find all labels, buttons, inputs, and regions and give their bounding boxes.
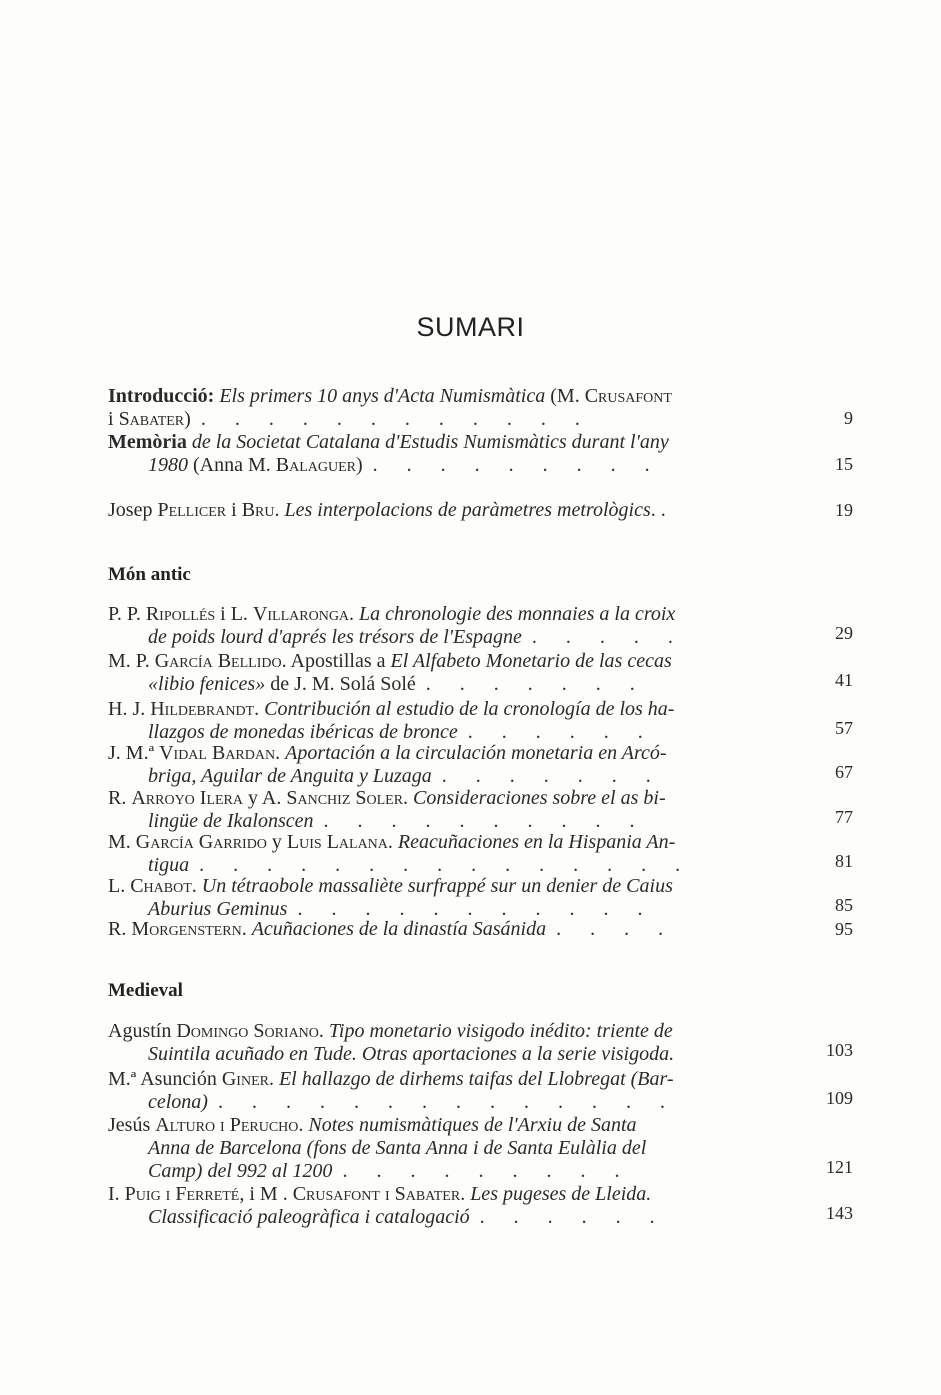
entry-title: Acuñaciones de la dinastía Sasánida <box>251 918 547 940</box>
page-title: SUMARI <box>416 312 525 342</box>
entry-text: i <box>108 408 119 430</box>
entry-text: . <box>349 603 360 625</box>
entry-title: Els primers 10 anys d'Acta Numismàtica <box>214 385 546 407</box>
entry-author: Pellicer <box>157 499 227 521</box>
entry-author: Sanchiz Soler <box>286 787 404 809</box>
entry-title: «libio fenices» <box>148 673 266 695</box>
entry-author: Alturo i Perucho <box>155 1114 299 1136</box>
entry-text: H. J. <box>108 698 151 720</box>
entry-title: Les pugeses de Lleida. <box>470 1183 652 1205</box>
entry-author: Balaguer <box>275 454 356 476</box>
entry-text: y <box>266 831 287 853</box>
page-number: 109 <box>826 1088 853 1108</box>
page-number: 121 <box>826 1157 853 1177</box>
entry-author: Domingo Soriano <box>176 1020 319 1042</box>
entry-author: Villaronga <box>252 603 350 625</box>
entry-text: (Anna M. <box>188 454 276 476</box>
leader-dots: . . . . <box>556 918 676 940</box>
toc-entry-pellicer[interactable] <box>108 499 853 522</box>
leader-dots: . . . . . . . . . . . . . . . <box>199 854 693 876</box>
entry-title: Camp) del 992 al 1200 <box>148 1160 333 1182</box>
entry-title: Un tétraobole massaliète surfrappé sur un denier de Caius <box>201 875 673 897</box>
entry-title: Les interpolacions de paràmetres metrològics <box>284 499 651 521</box>
entry-author: Morgenstern <box>131 918 242 940</box>
entry-title: 1980 <box>148 454 188 476</box>
entry-title: El hallazgo de dirhems taifas del Llobregat (Bar- <box>278 1068 674 1090</box>
entry-text: . <box>268 1068 279 1090</box>
toc-entry[interactable] <box>108 1114 853 1183</box>
entry-title: El Alfabeto Monetario de las cecas <box>390 650 672 672</box>
toc-entry[interactable] <box>108 650 853 696</box>
entry-text: M. <box>108 831 136 853</box>
entry-text: . Apostillas a <box>281 650 391 672</box>
page-number: 85 <box>835 895 853 915</box>
toc-entry[interactable] <box>108 831 853 877</box>
toc-entry[interactable] <box>108 787 853 833</box>
entry-author: Puig i Ferreté <box>124 1183 240 1205</box>
entry-title: La chronologie des monnaies a la croix <box>359 603 676 625</box>
entry-title: Aportación a la circulación monetaria en Arcó- <box>285 742 667 764</box>
entry-text: J. M.ª <box>108 742 160 764</box>
entry-text: . <box>298 1114 309 1136</box>
entry-title: llazgos de monedas ibéricas de bronce <box>148 721 458 743</box>
entry-title: Suintila acuñado en Tude. Otras aportaciones a la serie visigoda. <box>148 1043 675 1065</box>
entry-text: . <box>241 918 252 940</box>
entry-author: Chabot <box>130 875 192 897</box>
leader-dots: . . <box>650 499 666 521</box>
entry-title: celona) <box>148 1091 208 1113</box>
entry-author: Hildebrandt <box>150 698 255 720</box>
entry-title: de la Societat Catalana d'Estudis Numismàtics durant l'any <box>186 431 669 453</box>
entry-text: . <box>403 787 414 809</box>
leader-dots: . . . . . . . <box>441 765 663 787</box>
page-number: 143 <box>826 1203 853 1223</box>
entry-text: de J. M. Solá Solé <box>265 673 416 695</box>
entry-title: de poids lourd d'aprés les trésors de l'Espagne <box>148 626 522 648</box>
entry-text: . <box>254 698 265 720</box>
entry-text: L. <box>108 875 131 897</box>
toc-entry[interactable] <box>108 1068 853 1114</box>
entry-title: Reacuñaciones en la Hispania An- <box>397 831 676 853</box>
entry-author: García <box>154 650 213 672</box>
leader-dots: . . . . . . <box>467 721 655 743</box>
leader-dots: . . . . . . . <box>425 673 647 695</box>
toc-entry[interactable] <box>108 603 853 649</box>
toc-entry[interactable] <box>108 698 853 744</box>
entry-text: . <box>191 875 202 897</box>
section-heading-medieval: Medieval <box>108 980 183 1001</box>
entry-title: Consideraciones sobre el as bi- <box>413 787 666 809</box>
toc-entry[interactable] <box>108 742 853 788</box>
leader-dots: . . . . . . <box>479 1206 667 1228</box>
entry-text: (M. <box>545 385 585 407</box>
entry-title: lingüe de Ikalonscen <box>148 810 314 832</box>
toc-entry[interactable] <box>108 875 853 921</box>
entry-author: Bardan <box>211 742 276 764</box>
entry-title: Tipo monetario visigodo inédito: triente de <box>328 1020 673 1042</box>
entry-author: Vidal <box>159 742 207 764</box>
entry-text: R. <box>108 787 132 809</box>
entry-title: Anna de Barcelona (fons de Santa Anna i de Santa Eulàlia del <box>148 1137 647 1159</box>
entry-title: tigua <box>148 854 190 876</box>
page-number: 57 <box>835 718 853 738</box>
entry-text: ) <box>184 408 191 430</box>
page-number: 41 <box>835 670 853 690</box>
entry-text: Josep <box>108 499 158 521</box>
entry-author: Bellido <box>217 650 282 672</box>
entry-label: Memòria <box>108 431 187 453</box>
page-number: 77 <box>835 807 853 827</box>
entry-text: M.ª Asunción <box>108 1068 222 1090</box>
entry-text: P. P. <box>108 603 146 625</box>
leader-dots: . . . . . <box>531 626 685 648</box>
entry-text: i L. <box>215 603 253 625</box>
entry-text: ) <box>356 454 363 476</box>
page-number: 15 <box>835 454 853 474</box>
entry-text: i <box>226 499 242 521</box>
entry-text: Agustín <box>108 1020 177 1042</box>
leader-dots: . . . . . . . . . . . . <box>200 408 592 430</box>
entry-text: , i M . <box>239 1183 293 1205</box>
page-number: 81 <box>835 851 853 871</box>
entry-text: I. <box>108 1183 125 1205</box>
entry-author: Luis Lalana <box>286 831 388 853</box>
page-number: 19 <box>835 500 853 520</box>
entry-text: . <box>275 742 286 764</box>
page-number: 103 <box>826 1040 853 1060</box>
leader-dots: . . . . . . . . . . . <box>297 898 655 920</box>
page-number: 67 <box>835 762 853 782</box>
leader-dots: . . . . . . . . . . <box>323 810 647 832</box>
entry-title: briga, Aguilar de Anguita y Luzaga <box>148 765 432 787</box>
entry-text: . <box>387 831 398 853</box>
entry-title: Aburius Geminus <box>148 898 288 920</box>
entry-author: Crusafont <box>584 385 672 407</box>
page-number: 29 <box>835 623 853 643</box>
entry-title: Classificació paleogràfica i catalogació <box>148 1206 470 1228</box>
leader-dots: . . . . . . . . . <box>342 1160 632 1182</box>
toc-entry[interactable] <box>108 1020 853 1066</box>
entry-text: Jesús <box>108 1114 156 1136</box>
entry-text: . <box>318 1020 329 1042</box>
entry-text: M. P. <box>108 650 155 672</box>
entry-author: Sabater <box>118 408 185 430</box>
entry-author: García Garrido <box>135 831 267 853</box>
entry-text: . <box>274 499 285 521</box>
entry-author: Arroyo Ilera <box>131 787 244 809</box>
entry-title: Notes numismàtiques de l'Arxiu de Santa <box>308 1114 637 1136</box>
page-number: 95 <box>835 919 853 939</box>
entry-title: Contribución al estudio de la cronología de los ha- <box>264 698 675 720</box>
entry-text: R. <box>108 918 132 940</box>
toc-entry[interactable] <box>108 918 853 941</box>
toc-entry-introduccio[interactable] <box>108 385 853 431</box>
entry-author: Giner <box>221 1068 269 1090</box>
leader-dots: . . . . . . . . . <box>372 454 662 476</box>
toc-entry-memoria[interactable] <box>108 431 853 477</box>
entry-author: Bru <box>241 499 275 521</box>
toc-entry[interactable] <box>108 1183 853 1229</box>
entry-author: Ripollés <box>145 603 216 625</box>
entry-author: Crusafont i Sabater <box>292 1183 461 1205</box>
entry-label: Introducció: <box>108 385 215 407</box>
entry-text: y A. <box>243 787 287 809</box>
page-number: 9 <box>844 408 853 428</box>
section-heading-mon-antic: Món antic <box>108 564 191 585</box>
entry-text: . <box>460 1183 471 1205</box>
leader-dots: . . . . . . . . . . . . . . <box>217 1091 677 1113</box>
